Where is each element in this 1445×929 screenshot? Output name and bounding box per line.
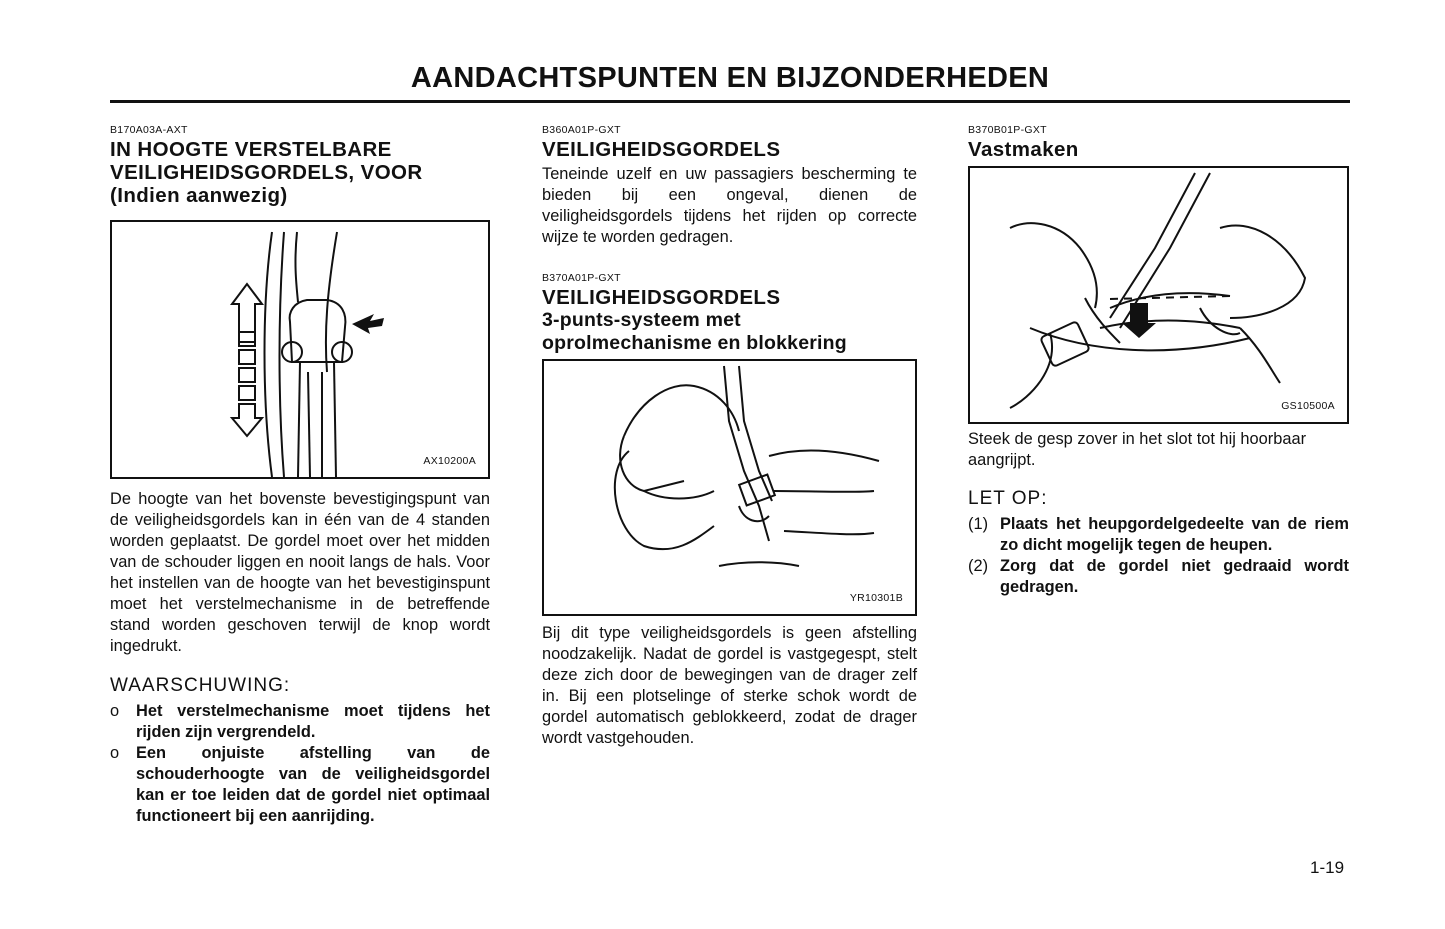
page-title: AANDACHTSPUNTEN EN BIJZONDERHEDEN: [410, 62, 1050, 94]
notice-text: Zorg dat de gordel niet gedraaid wordt gedragen.: [1000, 557, 1349, 596]
section-seat-belts: [542, 124, 917, 749]
section-heading-line-2: VEILIGHEIDSGORDELS, VOOR: [110, 161, 423, 184]
warning-heading: WAARSCHUWING:: [110, 675, 291, 696]
figure-code: GS10500A: [1281, 400, 1335, 412]
section-body: Bij dit type veiligheidsgordels is geen afstelling noodzakelijk. Nadat de gordel is vastgegespt, stelt deze zich door de bewegingen van de drager zelf in. Bij een plotselinge of sterke schok wordt de gordel automatisch geblokkeerd, zodat de drager wordt vastgehouden.: [542, 624, 917, 747]
figure-fastening-belt: [968, 166, 1349, 424]
section-body: Steek de gesp zover in het slot tot hij hoorbaar aangrijpt.: [968, 430, 1307, 469]
figure-belt-height-adjuster: [110, 220, 490, 479]
section-heading: Vastmaken: [968, 138, 1079, 161]
list-item: [968, 514, 1349, 556]
section-code: B170A03A-AXT: [110, 124, 188, 136]
section-fastening: [968, 124, 1349, 598]
section-code: B370A01P-GXT: [542, 272, 621, 284]
list-item: [968, 556, 1349, 598]
section-heading-line-3: (Indien aanwezig): [110, 184, 288, 207]
figure-three-point-belt: [542, 359, 917, 616]
list-number: (1): [968, 515, 989, 533]
section-heading-line-1: IN HOOGTE VERSTELBARE: [110, 138, 392, 161]
three-point-belt-illustration: [544, 361, 915, 614]
warning-text: Het verstelmechanisme moet tijdens het rijden zijn vergrendeld.: [136, 702, 490, 741]
section-height-adjustable-belts: [110, 124, 490, 827]
section-heading: VEILIGHEIDSGORDELS: [542, 286, 781, 309]
page-number: 1-19: [1310, 858, 1345, 877]
section-subheading-line-1: 3-punts-systeem met: [542, 309, 741, 331]
notice-heading: LET OP:: [968, 488, 1048, 509]
figure-code: AX10200A: [423, 455, 476, 467]
belt-adjuster-illustration: [112, 222, 488, 477]
section-heading: VEILIGHEIDSGORDELS: [542, 138, 781, 161]
title-divider: [110, 100, 1350, 103]
notice-text: Plaats het heupgordelgedeelte van de riem zo dicht mogelijk tegen de heupen.: [1000, 515, 1349, 554]
warning-list: [110, 701, 490, 827]
list-bullet: o: [110, 744, 120, 762]
figure-code: YR10301B: [849, 592, 903, 604]
section-body: Teneinde uzelf en uw passagiers bescherming te bieden bij een ongeval, dienen de veiligheidsgordels tijdens het rijden op correcte wijze te worden gedragen.: [542, 165, 917, 246]
section-code: B370B01P-GXT: [968, 124, 1047, 136]
list-item: [110, 701, 490, 743]
fastening-belt-illustration: [970, 168, 1347, 422]
section-subheading-line-2: oprolmechanisme en blokkering: [542, 332, 847, 354]
section-code: B360A01P-GXT: [542, 124, 621, 136]
warning-text: Een onjuiste afstelling van de schouderhoogte van de veiligheidsgordel kan er toe leiden dat de gordel niet optimaal functioneert bij een aanrijding.: [136, 744, 490, 825]
notice-list: [968, 514, 1349, 598]
section-body: De hoogte van het bovenste bevestigingspunt van de veiligheidsgordels kan in één van de 4 standen worden geplaatst. De gordel moet over het midden van de schouder liggen en nooit langs de hals. Voor het instellen van de hoogte van het bevestiginspunt moet het verstelmechanisme in de betreffende stand worden geschoven terwijl de knop wordt ingedrukt.: [110, 490, 490, 655]
list-bullet: o: [110, 702, 120, 720]
list-item: [110, 743, 490, 827]
list-number: (2): [968, 557, 989, 575]
